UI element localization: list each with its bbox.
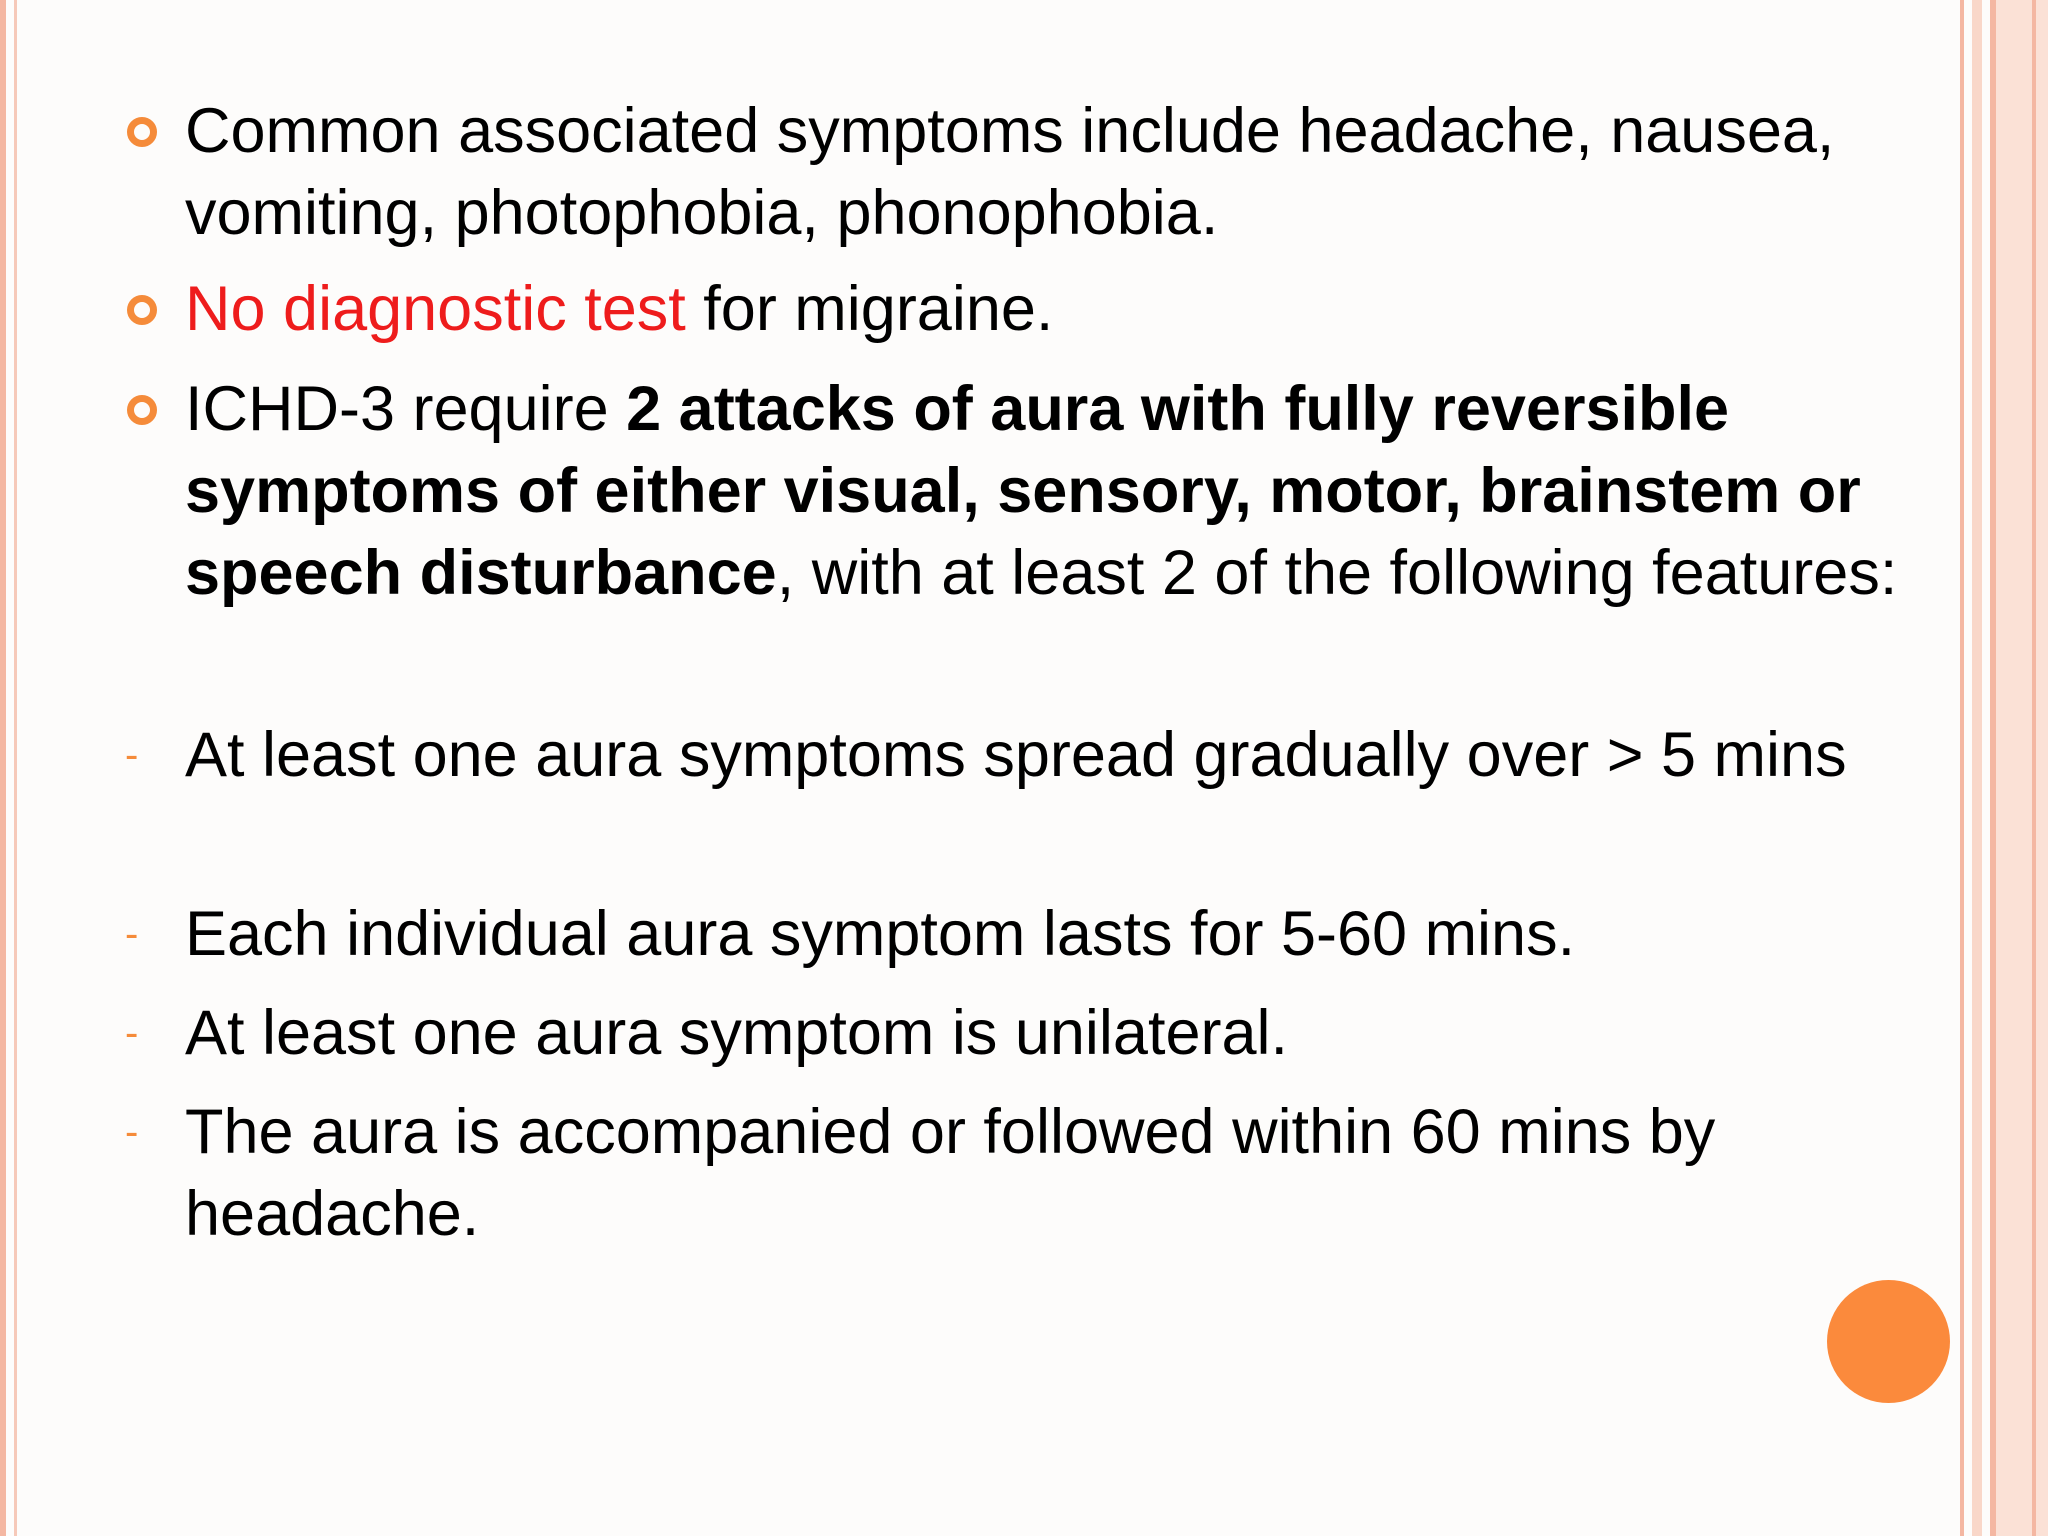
bullet-text: Common associated symptoms include headache, nausea, vomiting, photophobia, phonophobia. — [185, 96, 1835, 248]
bullet-text-prefix: ICHD-3 require — [185, 374, 627, 444]
ring-bullet-icon — [127, 395, 157, 425]
bullet-text-suffix: , with at least 2 of the following features: — [776, 538, 1898, 608]
bold-criteria-text: 2 attacks of aura with fully reversible symptoms of either visual, sensory, motor, brainstem or speech disturbance — [185, 374, 1861, 608]
sub-item-text: At least one aura symptom is unilateral. — [185, 998, 1289, 1068]
sub-item-text: At least one aura symptoms spread gradually over > 5 mins — [185, 720, 1847, 790]
dash-bullet-icon: - — [125, 1110, 139, 1154]
ring-bullet-icon — [127, 295, 157, 325]
dash-bullet-icon: - — [125, 912, 139, 956]
frame-right-stripe — [1972, 0, 1982, 1536]
sub-item-text: Each individual aura symptom lasts for 5-60 mins. — [185, 899, 1576, 969]
bullet-item-symptoms — [185, 90, 1925, 254]
sub-item — [125, 893, 1925, 975]
bullet-text: for migraine. — [685, 274, 1054, 344]
frame-right-panel — [1996, 0, 2048, 1536]
sub-item — [125, 1091, 1925, 1255]
frame-right-line — [1960, 0, 1964, 1536]
bullet-item-ichd3 — [185, 368, 1925, 614]
ring-bullet-icon — [127, 117, 157, 147]
dash-bullet-icon: - — [125, 733, 139, 777]
sub-item — [125, 992, 1925, 1074]
frame-right-edge — [2032, 0, 2036, 1536]
bullet-item-diagnostic — [185, 268, 1925, 350]
orange-circle-icon — [1827, 1280, 1950, 1403]
highlight-text: No diagnostic test — [185, 274, 686, 344]
sub-item — [125, 714, 1925, 796]
dash-bullet-icon: - — [125, 1011, 139, 1055]
sub-item-text: The aura is accompanied or followed within 60 mins by headache. — [185, 1097, 1716, 1249]
